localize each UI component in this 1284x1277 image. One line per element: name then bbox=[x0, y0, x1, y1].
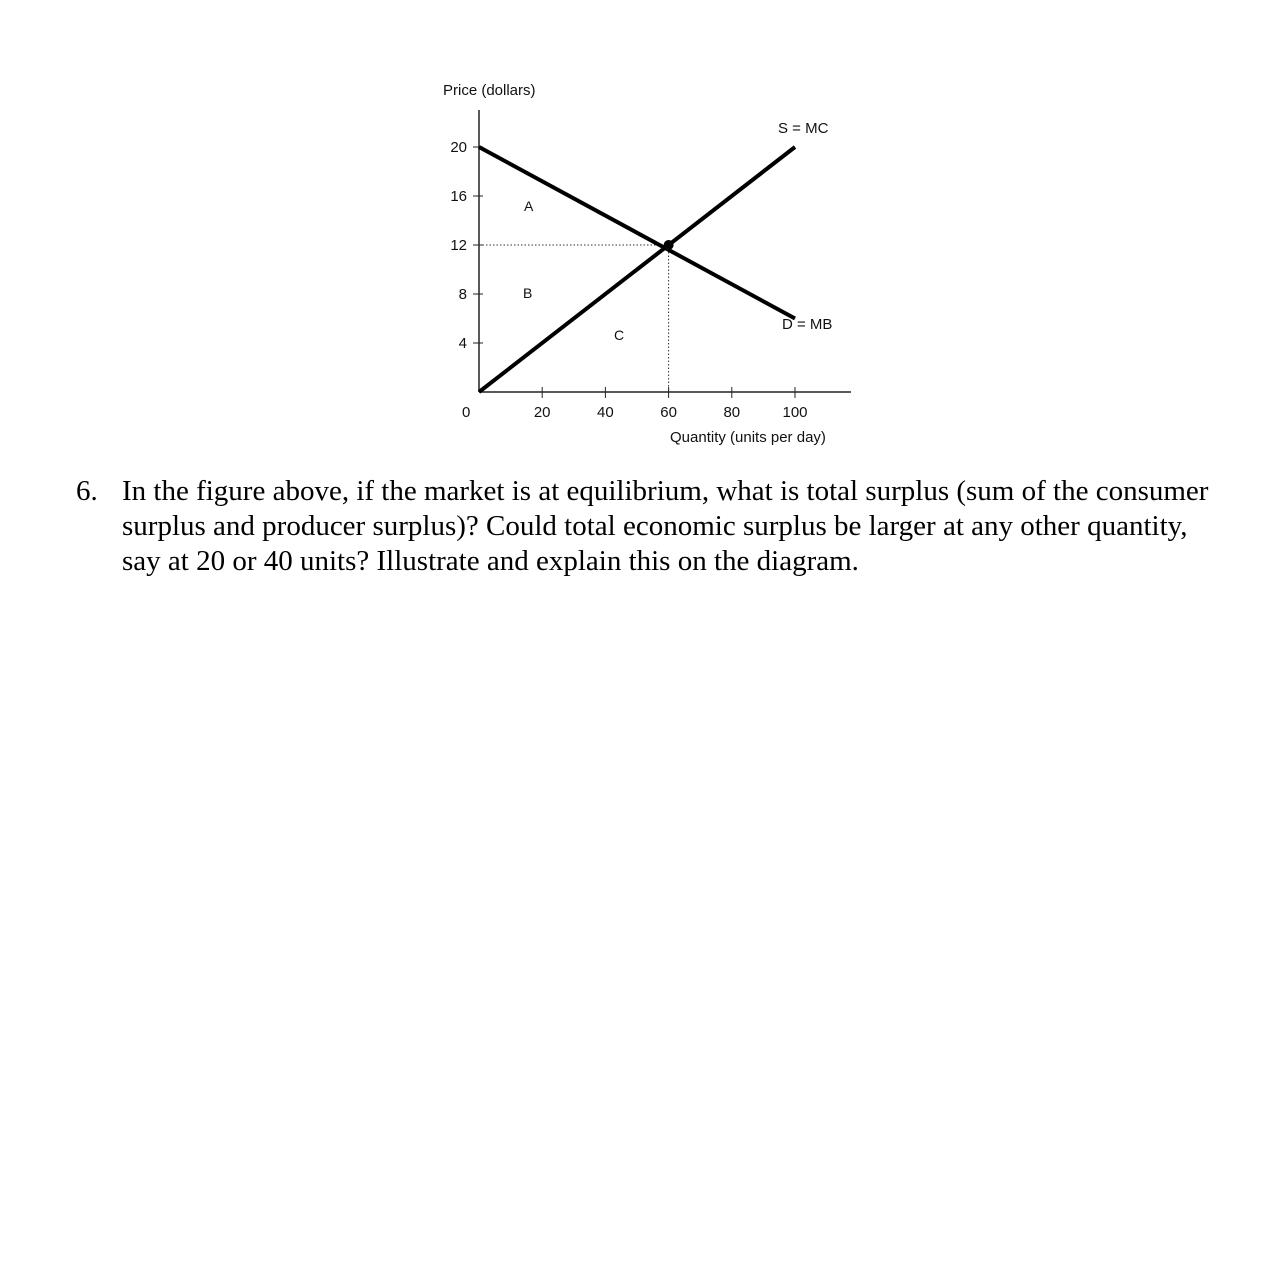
s-curve bbox=[479, 147, 795, 392]
area-label-b: B bbox=[523, 285, 533, 301]
x-tick-label: 40 bbox=[597, 404, 614, 421]
y-tick-label: 4 bbox=[458, 335, 467, 352]
supply-demand-chart bbox=[0, 0, 1284, 470]
equilibrium-point bbox=[664, 240, 674, 250]
x-tick-label: 60 bbox=[660, 404, 677, 421]
y-tick-label: 20 bbox=[450, 139, 467, 156]
plot-area bbox=[450, 110, 851, 421]
question-text: In the figure above, if the market is at equilibrium, what is total surplus (sum of the consumer surplus and producer surplus)? Could total economic surplus be larger at any other quantity, say at 20 or 40 units? Illustrate and explain this on the diagram. bbox=[122, 475, 1209, 577]
x-axis-label: Quantity (units per day) bbox=[670, 429, 826, 446]
origin-label: 0 bbox=[462, 404, 471, 421]
y-tick-label: 8 bbox=[458, 286, 467, 303]
s-curve-label: S = MC bbox=[778, 120, 829, 137]
y-tick-label: 16 bbox=[450, 188, 467, 205]
question-number: 6. bbox=[76, 475, 98, 507]
area-label-a: A bbox=[524, 198, 534, 214]
y-tick-label: 12 bbox=[450, 237, 467, 254]
area-label-c: C bbox=[614, 327, 625, 343]
x-tick-label: 20 bbox=[533, 404, 551, 421]
x-tick-label: 100 bbox=[782, 404, 808, 421]
d-curve-label: D = MB bbox=[782, 316, 833, 333]
y-axis-label: Price (dollars) bbox=[443, 82, 536, 99]
x-tick-label: 80 bbox=[723, 404, 741, 421]
question-block bbox=[76, 474, 1226, 579]
